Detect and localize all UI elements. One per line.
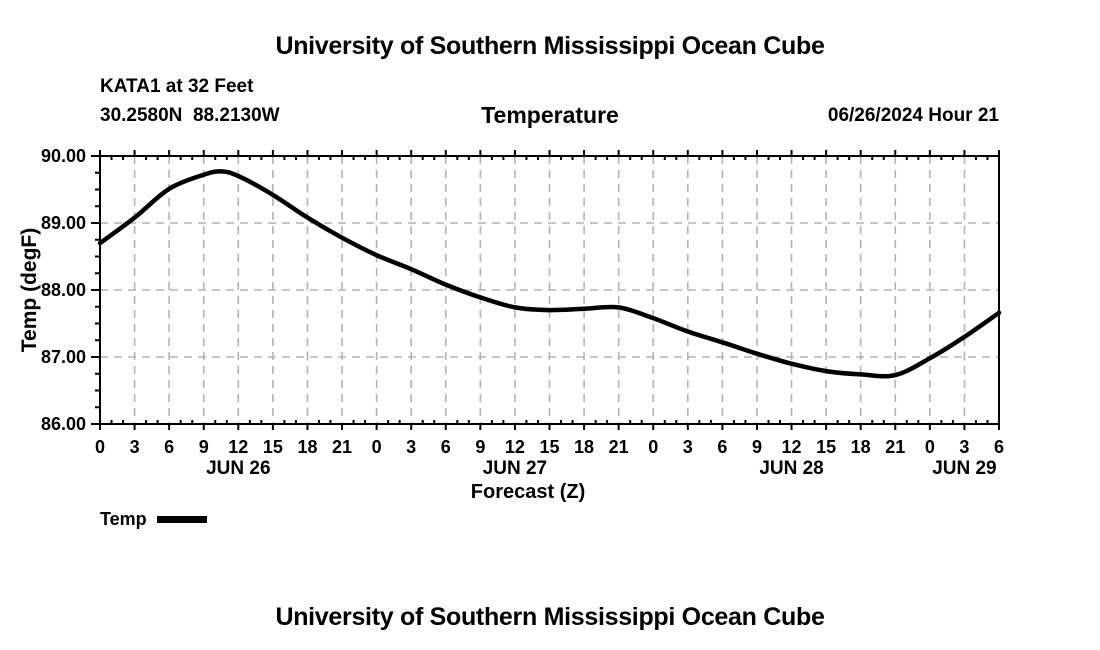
x-axis-label: Forecast (Z) [470,481,586,503]
y-tick-label: 87.00 [40,347,86,367]
page-title: University of Southern Mississippi Ocean Cube [275,32,825,60]
x-tick-label: 6 [164,437,175,457]
x-tick-label: 12 [781,437,802,457]
x-tick-label: 15 [539,437,560,457]
x-tick-label: 3 [682,437,693,457]
x-tick-label: 18 [297,437,318,457]
legend-temp-label: Temp [100,509,147,529]
y-tick-label: 88.00 [40,280,86,300]
x-tick-label: 6 [993,437,1005,457]
chart-title: Temperature [481,102,619,128]
page-title-repeat: University of Southern Mississippi Ocean Cube [275,603,825,631]
x-day-label: JUN 29 [932,458,997,479]
x-tick-label: 9 [198,437,209,457]
x-tick-label: 21 [332,437,353,457]
x-tick-label: 21 [608,437,629,457]
x-day-label: JUN 28 [759,458,824,479]
x-tick-label: 9 [751,437,762,457]
x-tick-label: 15 [262,437,283,457]
y-tick-label: 90.00 [40,146,86,166]
y-tick-label: 89.00 [40,213,86,233]
x-tick-label: 18 [850,437,871,457]
forecast-datetime: 06/26/2024 Hour 21 [827,105,999,126]
x-tick-label: 0 [924,437,935,457]
x-tick-label: 15 [816,437,837,457]
x-tick-label: 6 [717,437,728,457]
x-tick-label: 0 [371,437,382,457]
x-day-label: JUN 27 [482,458,548,479]
y-tick-label: 86.00 [40,414,86,434]
x-tick-label: 3 [959,437,970,457]
x-tick-label: 6 [440,437,451,457]
x-day-label: JUN 26 [206,458,271,479]
x-tick-label: 21 [885,437,906,457]
x-tick-label: 18 [574,437,595,457]
y-axis-label: Temp (degF) [18,227,41,353]
x-tick-label: 12 [228,437,249,457]
x-tick-label: 0 [94,437,106,457]
x-tick-label: 3 [406,437,417,457]
x-tick-label: 12 [504,437,525,457]
legend-temp-line-swatch [157,516,207,523]
x-tick-label: 9 [475,437,486,457]
x-tick-label: 3 [129,437,140,457]
station-coordinates: 30.2580N 88.2130W [100,105,280,126]
station-label: KATA1 at 32 Feet [100,76,254,97]
x-tick-label: 0 [648,437,659,457]
